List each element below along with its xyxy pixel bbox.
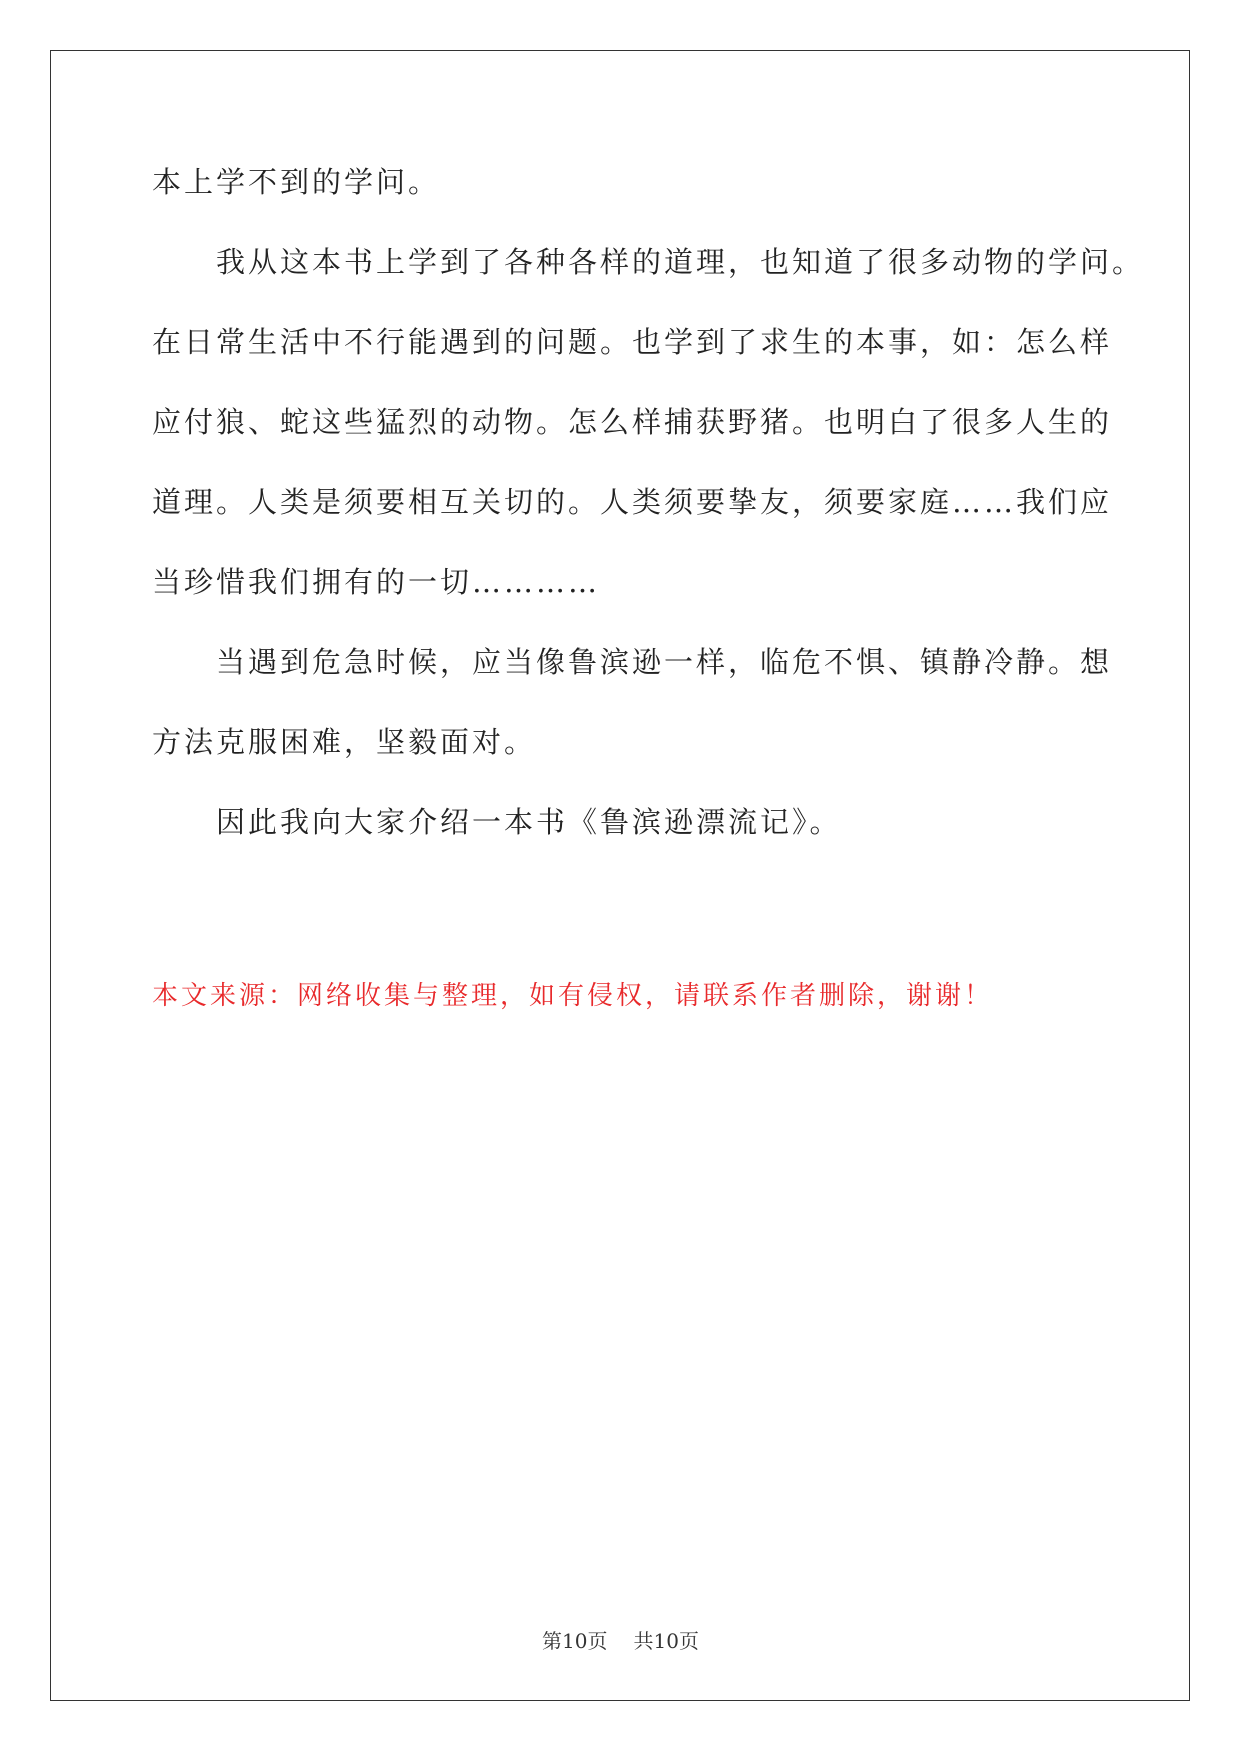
document-body xyxy=(152,160,1145,880)
page-footer xyxy=(0,1627,1241,1655)
text-line: 道理。人类是须要相互关切的。人类须要挚友，须要家庭……我们应 xyxy=(152,485,1113,519)
paragraph-line: 我从这本书上学到了各种各样的道理，也知道了很多动物的学问。 xyxy=(216,245,1145,279)
paragraph-line: 当遇到危急时候，应当像鲁滨逊一样，临危不惧、镇静冷静。想 xyxy=(216,645,1113,679)
source-disclaimer: 本文来源：网络收集与整理，如有侵权，请联系作者删除，谢谢！ xyxy=(152,981,994,1011)
text-line: 本上学不到的学问。 xyxy=(152,165,441,199)
text-line: 应付狼、蛇这些猛烈的动物。怎么样捕获野猪。也明白了很多人生的 xyxy=(152,405,1113,439)
current-page-label: 第10页 xyxy=(542,1629,608,1653)
text-line: 在日常生活中不行能遇到的问题。也学到了求生的本事，如：怎么样 xyxy=(152,325,1113,359)
total-pages-label: 共10页 xyxy=(633,1629,699,1653)
paragraph-line: 因此我向大家介绍一本书《鲁滨逊漂流记》。 xyxy=(216,805,842,839)
text-line: 当珍惜我们拥有的一切………… xyxy=(152,565,601,599)
text-line: 方法克服困难，坚毅面对。 xyxy=(152,725,537,759)
